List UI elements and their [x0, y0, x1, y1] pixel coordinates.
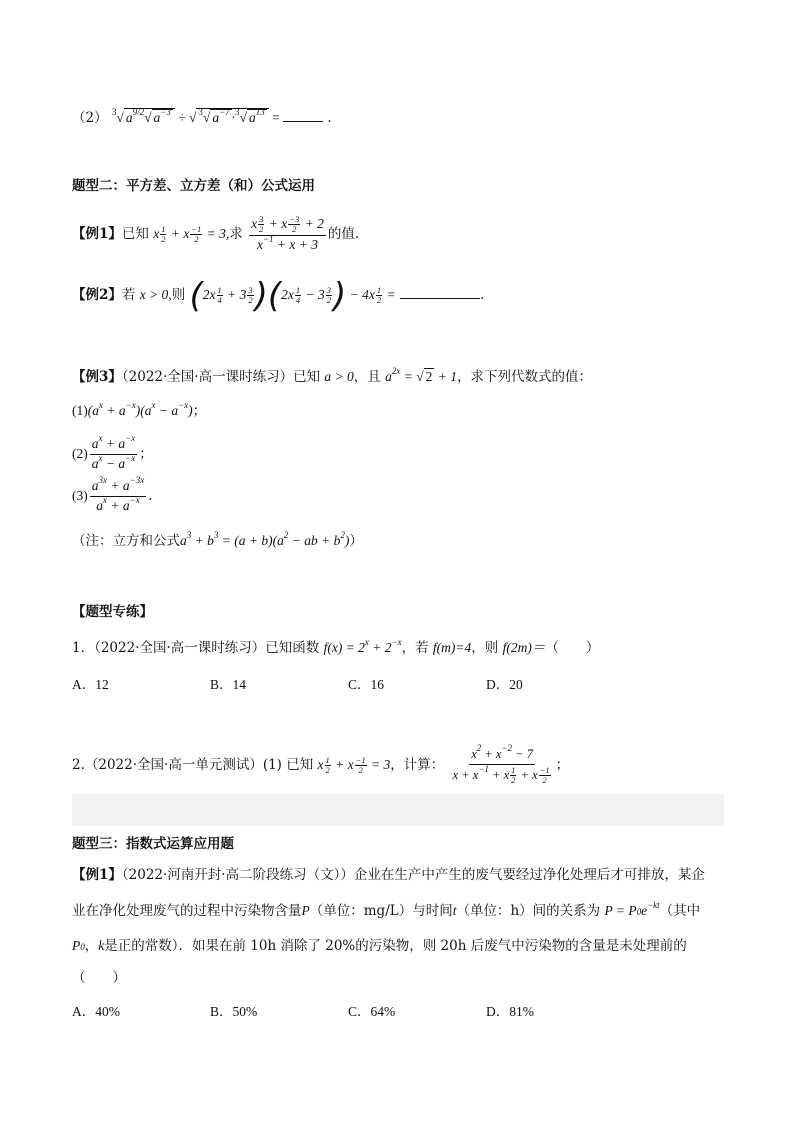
s3-var-k: k: [98, 938, 105, 953]
s3-line2a: 业在净化处理废气的过程中污染物含量: [72, 903, 302, 919]
ex2-condition: x > 0,: [139, 287, 172, 303]
p2-fraction: $x^2 + x^{-2} - 7$ $x + x^{-1} + x$ $\frac{1}{2}$ + x $\frac{-1}{2}$: [452, 743, 550, 785]
p2-line: 2.（2022·全国·高一单元测试）(1) 已知 x $\frac{1}{2}$ + x $\frac{-1}{2}$ = 3，计算： $x^2 + x^{-2} - 7$ $x + x^{-1} + x$ $\frac{1}{2}$ + x $\frac{-1}{2}$ ；: [72, 743, 570, 785]
item2-line: [72, 108, 332, 128]
item2-period: .: [327, 110, 332, 126]
practice-title: 【题型专练】: [72, 604, 153, 620]
ex3-text3: ，求下列代数式的值：: [456, 369, 592, 385]
p1-text4: （ ）: [545, 640, 600, 656]
p1-option-a[interactable]: A．12: [72, 677, 109, 692]
p1-text2: ，若: [401, 640, 429, 656]
item2-answer-blank[interactable]: [283, 121, 323, 122]
section2-title: 题型二：平方差、立方差（和）公式运用: [72, 178, 315, 194]
ex2-line: 【例2】若 x > 0,则 (2x $\frac{1}{4}$ + 3 $\frac{3}{2}$ )(2x $\frac{1}{4}$ − 3 $\frac{3}{2}$ ) − 4x $\frac{1}{2}$ = .: [72, 276, 485, 316]
ex3-note: [72, 532, 363, 551]
grey-answer-area: [72, 794, 724, 826]
p2-condition: x $\frac{1}{2}$ + x $\frac{-1}{2}$ = 3: [317, 755, 391, 775]
s3-line2c: （单位：h）间的关系为: [456, 903, 601, 919]
ex1-line: [72, 215, 359, 254]
ex3-label: 【例3】: [72, 369, 122, 385]
ex1-fraction: x $\frac{3}{2}$ + x $\frac{-3}{2}$ + 2 $x^{-1} + x + 3$: [251, 214, 324, 252]
s3-var-P: P: [301, 903, 310, 918]
p1-text: 1．（2022·全国·高一课时练习）已知函数: [72, 640, 320, 656]
ex3-q2: (2) $\frac{a^x + a^{-x}}{a^x - a^{-x}}$ ；: [72, 433, 153, 471]
ex1-mid: 求: [229, 226, 243, 242]
s3-option-a[interactable]: A．40%: [72, 1004, 120, 1019]
s3-var-P0: P0: [72, 938, 85, 953]
p1-option-c[interactable]: C．16: [348, 677, 385, 692]
ex3-q1: $(1)(a^x + a^{-x})(a^x - a^{-x})$；: [72, 400, 207, 419]
section3-title: 题型三：指数式运算应用题: [72, 836, 234, 852]
p1-target: f(2m)＝: [502, 640, 546, 655]
ex3-source: （2022·全国·高一课时练习）: [121, 369, 294, 385]
p1-condition: f(m)=4: [432, 640, 472, 655]
ex3-q2-fraction: $\frac{a^x + a^{-x}}{a^x - a^{-x}}$: [91, 433, 136, 471]
p1-option-b[interactable]: B．14: [210, 677, 247, 692]
s3-line1: [72, 866, 705, 884]
ex1-pre: 已知: [121, 226, 149, 242]
p1-line: [72, 639, 599, 658]
ex2-cond: 则: [171, 287, 186, 304]
ex3-note-post: ）: [349, 533, 363, 549]
s3-label: 【例1】: [72, 867, 122, 883]
s3-line3: [72, 937, 687, 956]
ex2-expression: (2x $\frac{1}{4}$ + 3 $\frac{3}{2}$ )(2x $\frac{1}{4}$ − 3 $\frac{3}{2}$ ) − 4x $\frac{1}{2}$ =: [189, 276, 396, 316]
ex3-note-formula: $a^3 + b^3 = (a + b)(a^2$ − ab + $b^2$): [180, 530, 350, 548]
ex1-condition: x $\frac{1}{2}$ + x $\frac{-1}{2}$ = 3,: [153, 224, 230, 244]
p1-function: $f(x) = 2^x + 2^{-x}$: [323, 637, 402, 655]
ex3-q1-label: (1): [72, 403, 88, 418]
s3-line2d: （其中: [659, 903, 701, 919]
s3-line3a: ，: [84, 938, 99, 954]
s3-line3b: 是正的常数）．如果在前 10h 消除了 20%的污染物，则 20h 后废气中污染物的含量是未处理前的: [104, 938, 687, 954]
ex3-q3: (3) $\frac{a^{3x} + a^{-3x}}{a^x + a^{-x}}$ .: [72, 475, 153, 513]
ex3-note-pre: （注：立方和公式: [72, 533, 180, 549]
item2-expression: $^3$√ $a^{9/2}√$ $a^{-3}$ ÷ √ $^3$√ $a^{-7} \cdot^3√$ $a^{13}$ =: [111, 107, 284, 125]
s3-line2: [72, 902, 700, 921]
ex3-condition-a: a > 0: [324, 369, 354, 384]
ex3-q3-label: (3): [72, 488, 88, 503]
ex3-q3-fraction: $\frac{a^{3x} + a^{-3x}}{a^x + a^{-x}}$: [91, 475, 145, 513]
s3-option-c[interactable]: C．64%: [348, 1004, 396, 1019]
s3-option-d[interactable]: D．81%: [486, 1004, 534, 1019]
p2-text2: ，计算：: [390, 757, 445, 773]
ex3-line: [72, 368, 592, 387]
s3-formula: $P = P0e^{-kt}$: [604, 900, 660, 918]
s3-line2b: （单位：mg/L）与时间: [309, 903, 453, 919]
s3-var-t: t: [452, 903, 457, 918]
s3-line4: （ ）: [72, 970, 126, 986]
p1-text3: ，则: [471, 640, 499, 656]
ex1-post: 的值.: [327, 226, 360, 242]
ex3-text2: ，且: [353, 369, 381, 385]
p1-option-d[interactable]: D．20: [486, 677, 523, 692]
ex2-label: 【例2】: [72, 287, 122, 304]
ex1-label: 【例1】: [72, 226, 122, 242]
ex3-q2-label: (2): [72, 446, 88, 461]
s3-option-b[interactable]: B．50%: [210, 1004, 258, 1019]
ex3-q1-expression: $(a^x + a^{-x})(a^x - a^{-x})$: [87, 400, 193, 418]
ex2-answer-blank[interactable]: [400, 298, 480, 299]
ex2-pre: 若: [121, 287, 136, 304]
p2-text: 2.（2022·全国·高一单元测试）(1) 已知: [72, 757, 314, 773]
s3-line1-text: （2022·河南开封·高二阶段练习（文））企业在生产中产生的废气要经过净化处理后才可排放，某企: [121, 867, 705, 883]
ex3-condition-b: $a^{2x}$ = √ 2 + 1: [385, 366, 457, 384]
ex3-text1: 已知: [293, 369, 321, 385]
item2-label: （2）: [72, 110, 108, 126]
